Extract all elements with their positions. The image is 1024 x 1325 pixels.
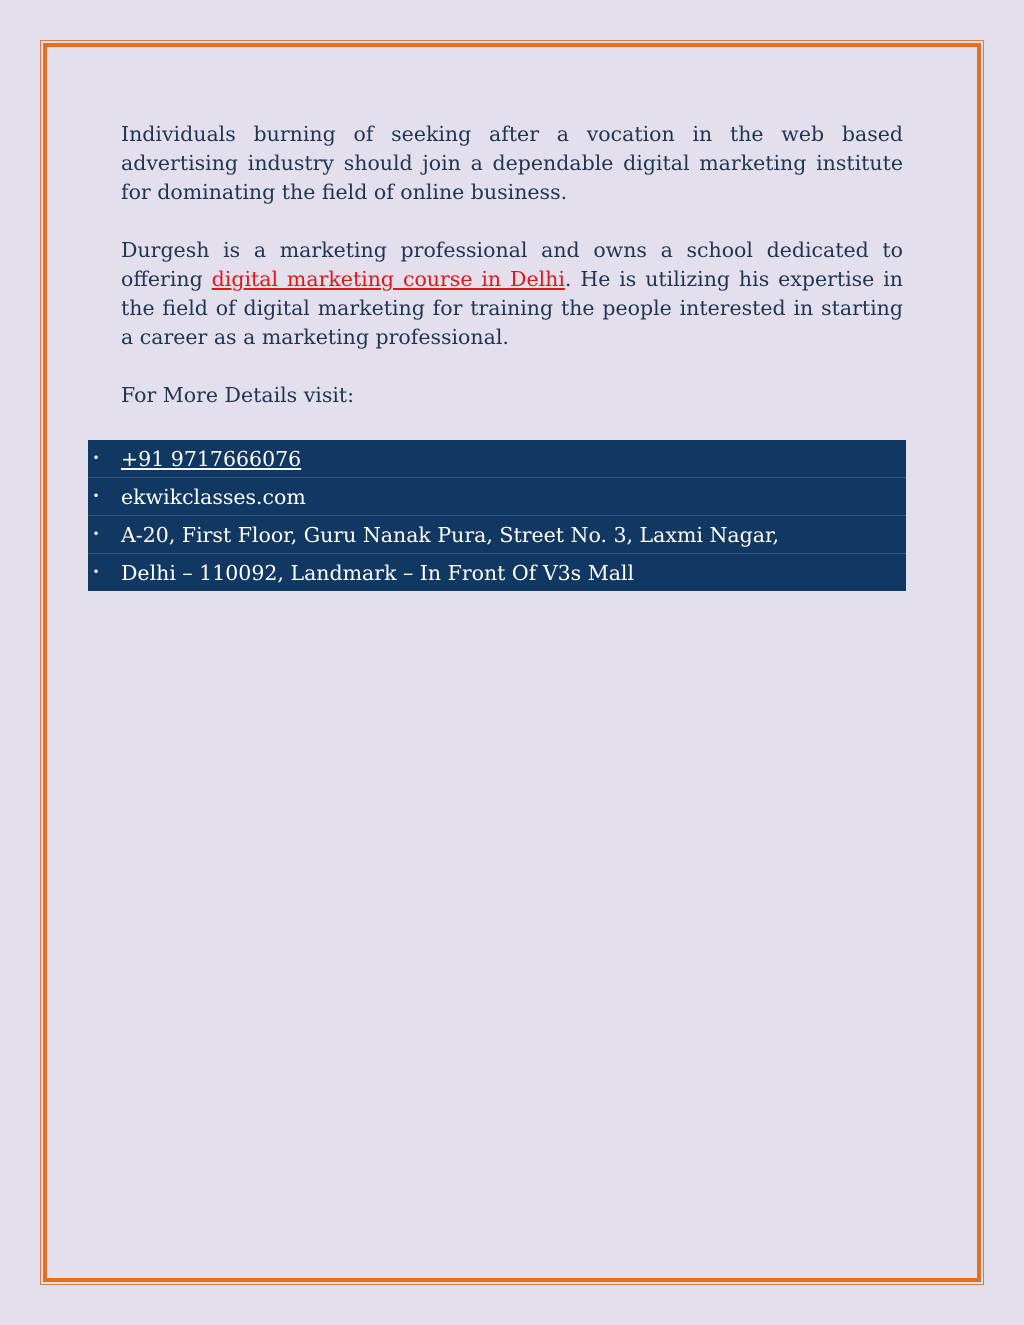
contact-list xyxy=(88,440,906,591)
contact-item-address-line-2 xyxy=(88,554,906,591)
intro-paragraph: Individuals burning of seeking after a vocation in the web based advertising industry should join a dependable digital marketing institute for dominating the field of online business. xyxy=(121,122,903,204)
document-body xyxy=(121,120,903,410)
contact-item-address-line-1 xyxy=(88,516,906,554)
bullet-icon: • xyxy=(92,527,100,541)
address-line-1: A-20, First Floor, Guru Nanak Pura, Street No. 3, Laxmi Nagar, xyxy=(121,523,780,547)
bullet-icon: • xyxy=(92,565,100,579)
course-link[interactable]: digital marketing course in Delhi xyxy=(211,267,565,291)
address-line-2: Delhi – 110092, Landmark – In Front Of V3s Mall xyxy=(121,561,635,585)
about-text-before-link: Durgesh is a marketing professional and owns a school dedicated to offering xyxy=(121,238,903,291)
about-text-after-link: . He is utilizing his expertise in the field of digital marketing for training the people interested in starting a career as a marketing professional. xyxy=(121,267,903,349)
phone-link[interactable]: +91 9717666076 xyxy=(121,447,302,471)
bullet-icon: • xyxy=(92,451,100,465)
about-paragraph xyxy=(121,236,903,352)
contact-item-phone xyxy=(88,440,906,478)
website-text: ekwikclasses.com xyxy=(121,485,306,509)
bullet-icon: • xyxy=(92,489,100,503)
contact-item-website xyxy=(88,478,906,516)
details-heading: For More Details visit: xyxy=(121,383,355,407)
